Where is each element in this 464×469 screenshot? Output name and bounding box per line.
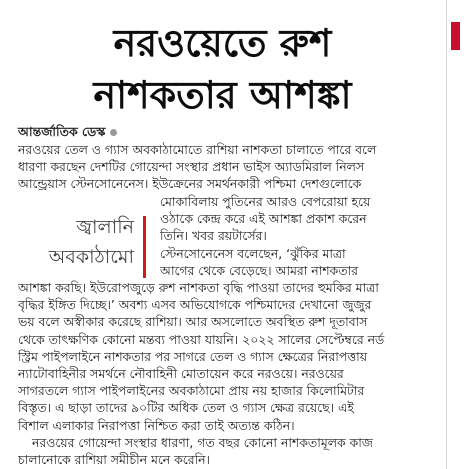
text-line: তিনি। খবর রয়টার্সের। <box>160 228 267 244</box>
headline-line-1: নরওয়েতে রুশ <box>113 20 332 65</box>
headline <box>0 18 445 120</box>
pullquote-line-1: জ্বালানি <box>76 216 134 238</box>
paragraph-3 <box>18 434 443 468</box>
headline-line-2: নাশকতার আশঙ্কা <box>93 72 352 117</box>
text-line: আগের থেকে বেড়েছে। আমরা নাশকতার <box>160 262 358 278</box>
text-line: স্ট্রিম পাইপলাইনে নাশকতার পর সাগরে তেল ও গ্যাস ক্ষেত্রের নিরাপত্তায় <box>18 348 368 364</box>
text-line: বিশাল এলাকার নিরাপত্তা নিশ্চিত করা তাই অত্যন্ত কঠিন। <box>18 417 295 433</box>
text-line: ধারণা করছেন দেশটির গোয়েন্দা সংস্থার প্রধান ভাইস অ্যাডমিরাল নিলস <box>18 159 365 175</box>
text-line: থেকে তাৎক্ষণিক কোনো মন্তব্য পাওয়া যায়নি। ২০২২ সালের সেপ্টেম্বরে নর্ড <box>18 331 385 347</box>
text-line: নরওয়ের তেল ও গ্যাস অবকাঠামোতে রাশিয়া নাশকতা চালাতে পারে বলে <box>18 142 377 157</box>
byline-dot-icon <box>110 129 117 136</box>
paragraph-1-top <box>18 141 443 193</box>
pullquote-line-2: অবকাঠামো <box>48 246 134 268</box>
text-line: ভয় বলে অস্বীকার করেছে রাশিয়া। আর অসলোতে অবস্থিত রুশ দূতাবাস <box>18 314 368 330</box>
paragraph-2 <box>18 279 443 434</box>
text-line: আশঙ্কা করছি। ইউরোপজুড়ে রুশ নাশকতা বৃদ্ধি পাওয়া তাদের হুমকির মাত্রা <box>18 280 379 295</box>
text-line: নরওয়ের গোয়েন্দা সংস্থার ধারণা, গত বছর কোনো নাশকতামূলক কাজ <box>32 435 373 450</box>
text-line: ওঠাকে কেন্দ্র করে এই আশঙ্কা প্রকাশ করেন <box>160 211 367 227</box>
text-line: ন্যাটোবাহিনীর সমর্থনে নৌবাহিনী মোতায়েন করে নরওয়ে। নরওয়ের <box>18 365 344 381</box>
byline-desk: আন্তর্জাতিক ডেস্ক <box>18 124 106 139</box>
adjacent-red-mark <box>451 22 460 50</box>
text-line: আন্ড্রেয়াস স্টেনসোনেনেস। ইউক্রেনের সমর্থনকারী পশ্চিমা দেশগুলোকে <box>18 176 362 192</box>
text-line: স্টেনসোনেনেস বলেছেন, ‘ঝুঁকির মাত্রা <box>160 245 346 261</box>
text-line: বৃদ্ধির ইঙ্গিত দিচ্ছে।’ অবশ্য এসব অভিযোগকে পশ্চিমাদের দেখানো জুজুর <box>18 297 372 313</box>
text-line: মোকাবিলায় পুতিনের আরও বেপরোয়া হয়ে <box>160 194 371 209</box>
adjacent-column-edge <box>446 0 464 469</box>
text-line: বিস্তৃত। এ ছাড়া তাদের ৯০টির অধিক তেল ও গ্যাস ক্ষেত্র রয়েছে। এই <box>18 400 354 416</box>
paragraph-1-wrap <box>18 193 443 279</box>
text-line: সাগরতলে গ্যাস পাইপলাইনের অবকাঠামো প্রায় নয় হাজার কিলোমিটার <box>18 383 365 399</box>
text-line: চালানোকে রাশিয়া সমীচীন মনে করেনি। <box>18 452 210 468</box>
